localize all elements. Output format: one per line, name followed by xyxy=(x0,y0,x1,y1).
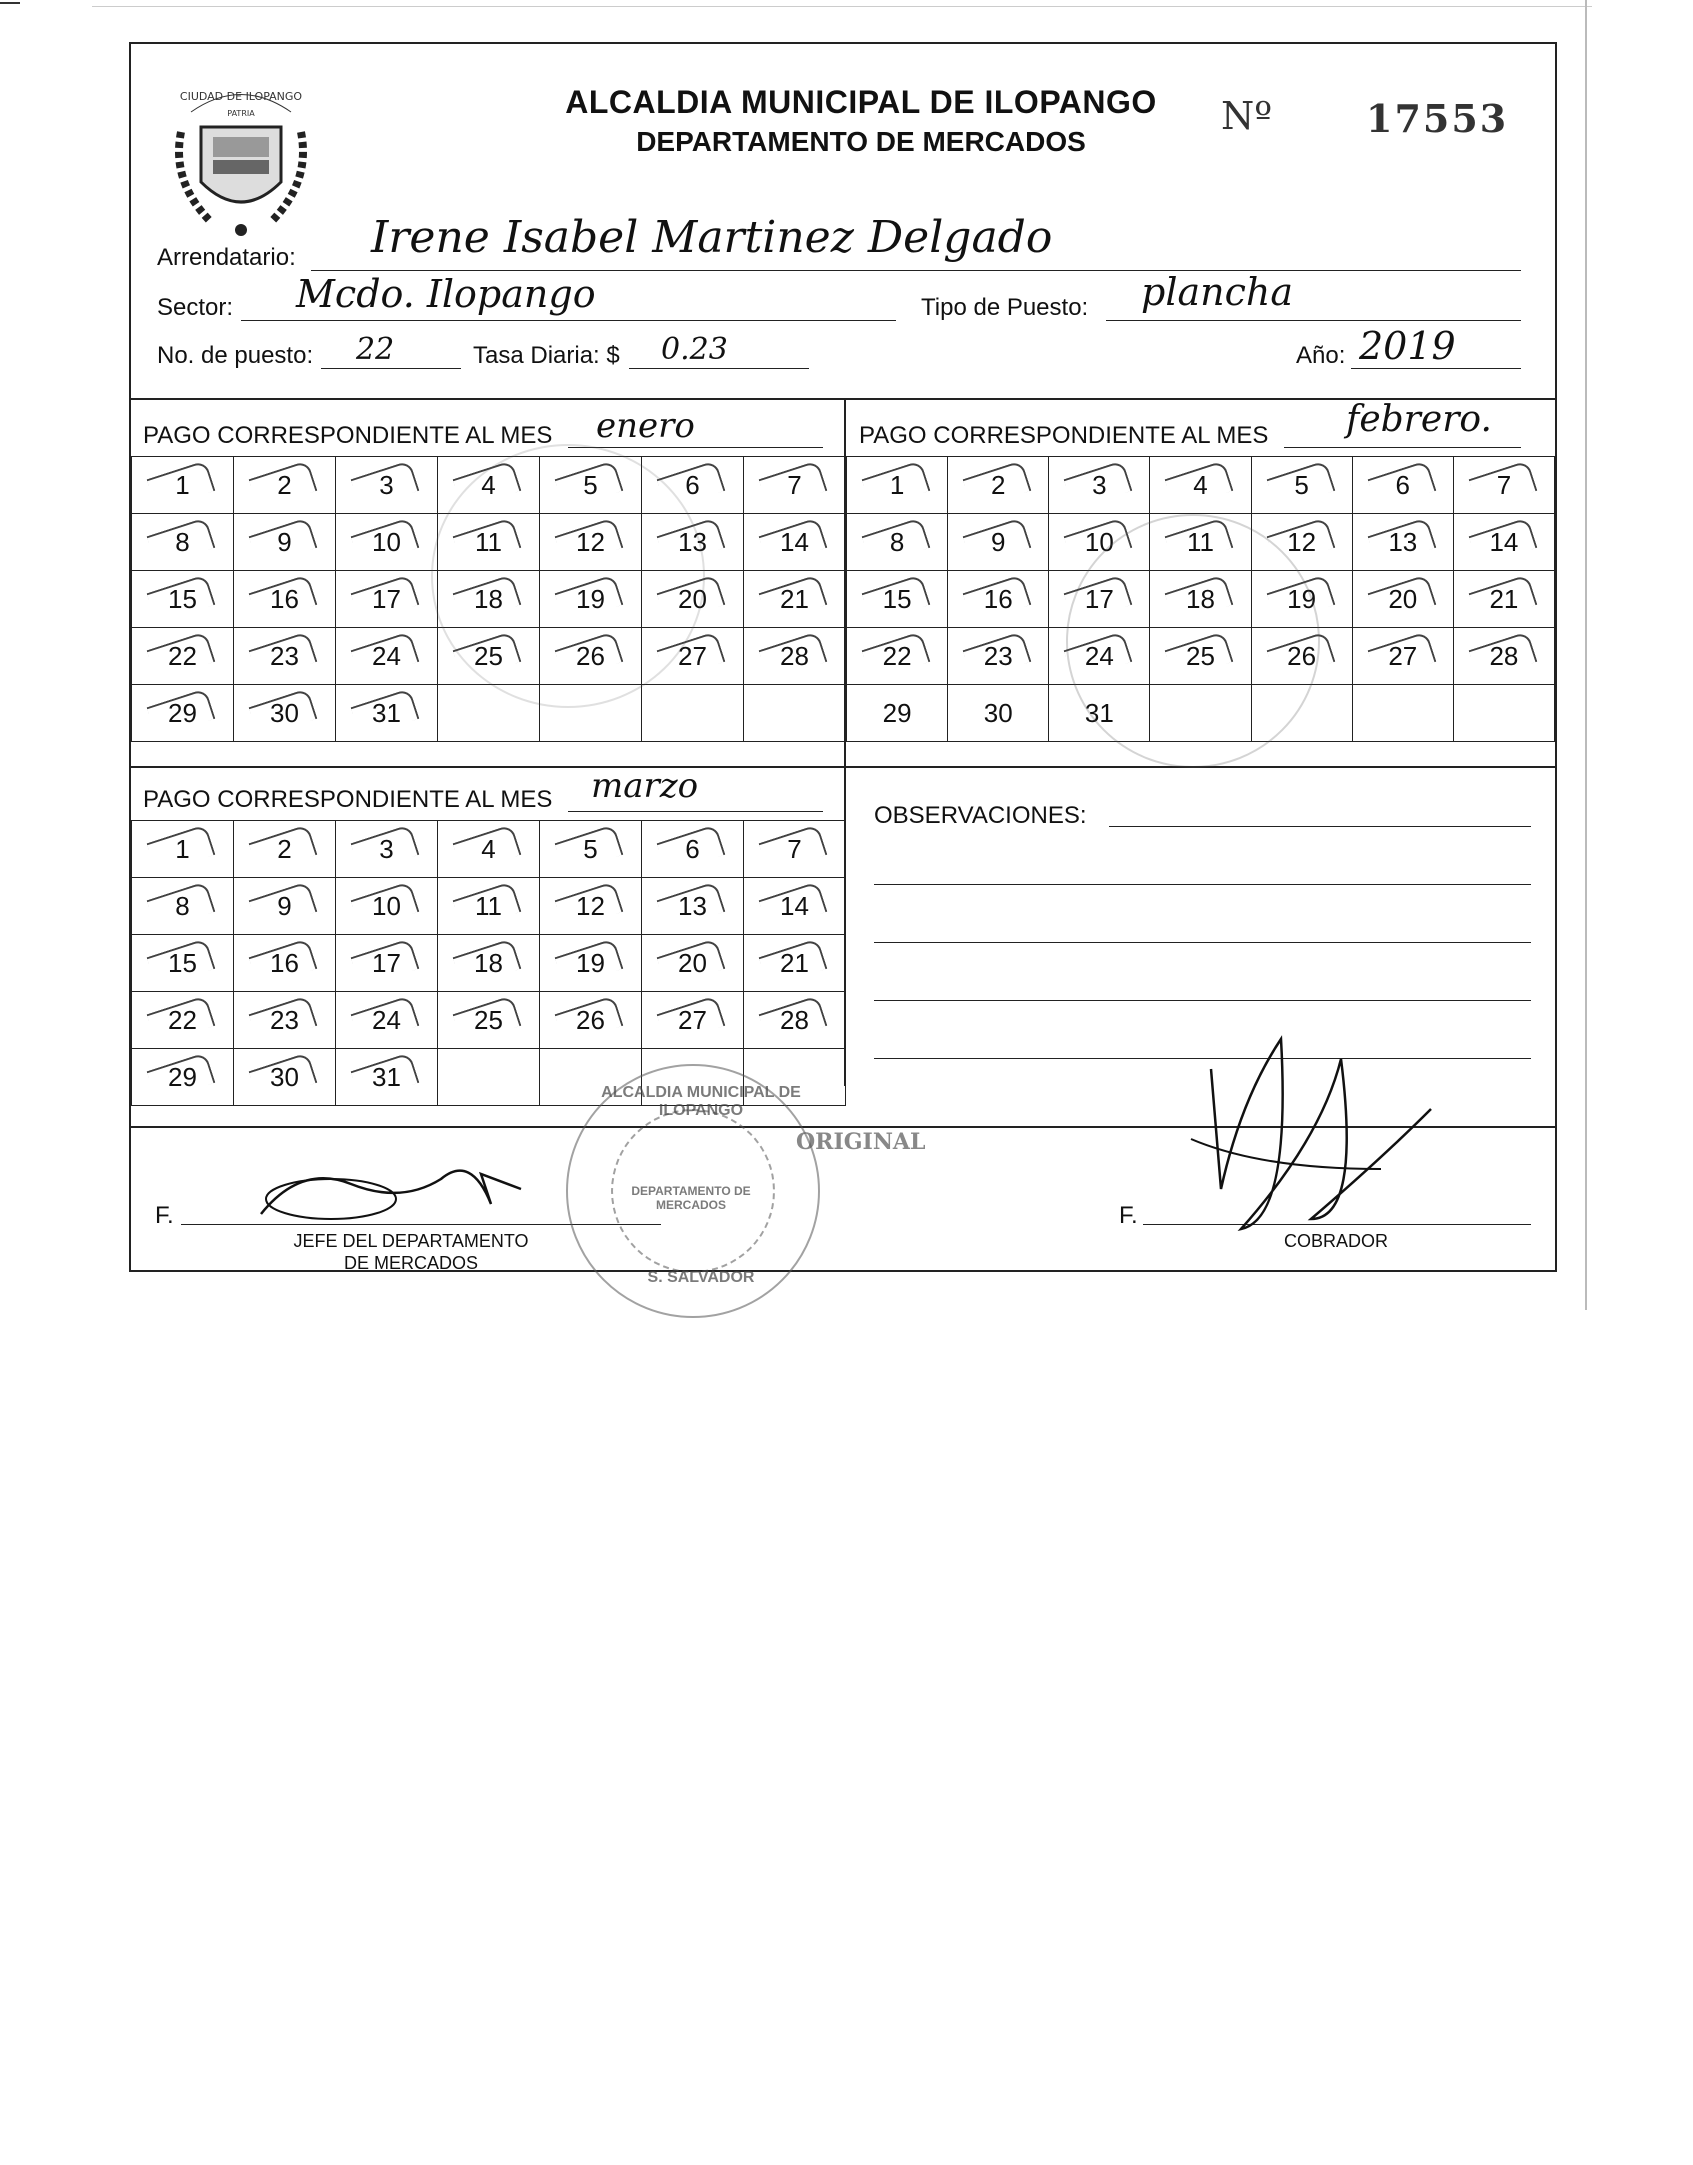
cobrador-f-label: F. xyxy=(1119,1202,1138,1229)
month1-label: PAGO CORRESPONDIENTE AL MES xyxy=(143,422,553,449)
arrendatario-label: Arrendatario: xyxy=(157,244,296,271)
sector-line xyxy=(241,320,896,321)
calendar-row xyxy=(132,821,846,878)
month2-label: PAGO CORRESPONDIENTE AL MES xyxy=(859,422,1269,449)
day-cell[interactable]: 15 xyxy=(132,571,234,628)
day-cell[interactable]: 31 xyxy=(1049,685,1150,742)
form-subtitle: DEPARTAMENTO DE MERCADOS xyxy=(636,126,1086,157)
day-cell[interactable]: 22 xyxy=(132,628,234,685)
jefe-caption-line2: DE MERCADOS xyxy=(343,1253,478,1273)
day-cell[interactable]: 27 xyxy=(642,628,744,685)
day-cell[interactable]: 31 xyxy=(336,1049,438,1106)
form-title: ALCALDIA MUNICIPAL DE ILOPANGO xyxy=(565,84,1157,120)
day-cell[interactable]: 25 xyxy=(438,628,540,685)
month3-calendar xyxy=(131,820,846,1106)
puesto-value[interactable]: 22 xyxy=(356,332,395,367)
day-cell[interactable]: 30 xyxy=(234,1049,336,1106)
day-cell[interactable]: 7 xyxy=(1453,457,1554,514)
day-cell[interactable]: 4 xyxy=(438,457,540,514)
day-cell[interactable]: 3 xyxy=(1049,457,1150,514)
day-cell[interactable]: 28 xyxy=(1453,628,1554,685)
day-cell[interactable]: 30 xyxy=(234,685,336,742)
day-cell-empty xyxy=(1453,685,1554,742)
day-cell[interactable]: 16 xyxy=(948,571,1049,628)
day-cell[interactable]: 1 xyxy=(132,821,234,878)
day-cell[interactable]: 12 xyxy=(540,878,642,935)
day-cell[interactable]: 19 xyxy=(540,571,642,628)
day-cell[interactable]: 2 xyxy=(948,457,1049,514)
day-cell[interactable]: 22 xyxy=(847,628,948,685)
seal-inner-text: DEPARTAMENTO DE MERCADOS xyxy=(631,1184,751,1212)
day-cell[interactable]: 2 xyxy=(234,457,336,514)
puesto-label: No. de puesto: xyxy=(157,342,314,369)
day-cell[interactable]: 6 xyxy=(642,457,744,514)
month3-label: PAGO CORRESPONDIENTE AL MES xyxy=(143,786,553,813)
day-cell[interactable]: 18 xyxy=(438,571,540,628)
faded-seal-stamp-1 xyxy=(431,444,705,708)
observaciones-label: OBSERVACIONES: xyxy=(874,802,1087,829)
seal-ring-text: ALCALDIA MUNICIPAL DE ILOPANGO xyxy=(601,1084,801,1119)
day-cell[interactable]: 8 xyxy=(132,878,234,935)
day-cell[interactable]: 24 xyxy=(336,992,438,1049)
calendar-row xyxy=(132,935,846,992)
day-cell[interactable]: 1 xyxy=(132,457,234,514)
day-cell[interactable]: 25 xyxy=(438,992,540,1049)
observaciones-line-2[interactable] xyxy=(874,884,1531,885)
day-cell[interactable]: 28 xyxy=(744,992,846,1049)
day-cell[interactable]: 5 xyxy=(540,457,642,514)
tasa-line xyxy=(629,368,809,369)
sector-label: Sector: xyxy=(157,294,234,321)
day-cell[interactable]: 29 xyxy=(132,1049,234,1106)
calendar-row xyxy=(132,878,846,935)
day-cell[interactable]: 9 xyxy=(234,514,336,571)
month1-value[interactable]: enero xyxy=(596,406,695,446)
day-cell[interactable]: 17 xyxy=(336,571,438,628)
day-cell[interactable]: 1 xyxy=(847,457,948,514)
day-cell[interactable]: 13 xyxy=(642,878,744,935)
day-cell[interactable]: 18 xyxy=(438,935,540,992)
calendar-row xyxy=(847,457,1555,514)
day-cell[interactable]: 10 xyxy=(336,514,438,571)
day-cell[interactable]: 2 xyxy=(234,821,336,878)
svg-text:PATRIA: PATRIA xyxy=(227,109,255,118)
tipo-puesto-line xyxy=(1106,320,1521,321)
day-cell[interactable]: 29 xyxy=(847,685,948,742)
day-cell[interactable]: 6 xyxy=(642,821,744,878)
day-cell[interactable]: 4 xyxy=(1150,457,1251,514)
day-cell[interactable]: 14 xyxy=(1453,514,1554,571)
day-cell[interactable]: 8 xyxy=(132,514,234,571)
anio-line xyxy=(1351,368,1521,369)
day-cell[interactable]: 23 xyxy=(234,992,336,1049)
observaciones-line-1[interactable] xyxy=(1109,826,1531,827)
day-cell[interactable]: 13 xyxy=(1352,514,1453,571)
day-cell[interactable]: 24 xyxy=(336,628,438,685)
calendar-row xyxy=(132,685,846,742)
day-cell[interactable]: 24 xyxy=(1049,628,1150,685)
month2-line xyxy=(1284,447,1521,448)
day-cell-empty xyxy=(744,685,846,742)
cobrador-caption: COBRADOR xyxy=(1283,1231,1388,1251)
anio-value[interactable]: 2019 xyxy=(1359,324,1456,368)
day-cell-empty xyxy=(642,685,744,742)
page-edge-top xyxy=(92,6,1592,7)
day-cell[interactable]: 19 xyxy=(1251,571,1352,628)
day-cell[interactable]: 22 xyxy=(132,992,234,1049)
day-cell[interactable]: 16 xyxy=(234,571,336,628)
page-edge-mark xyxy=(0,2,20,4)
tasa-value[interactable]: 0.23 xyxy=(661,332,728,367)
day-cell[interactable]: 3 xyxy=(336,457,438,514)
day-cell[interactable]: 10 xyxy=(336,878,438,935)
day-cell[interactable]: 5 xyxy=(540,821,642,878)
day-cell[interactable]: 17 xyxy=(1049,571,1150,628)
day-cell[interactable]: 21 xyxy=(744,935,846,992)
jefe-caption-line1: JEFE DEL DEPARTAMENTO xyxy=(293,1231,529,1251)
day-cell[interactable]: 17 xyxy=(336,935,438,992)
day-cell[interactable]: 12 xyxy=(540,514,642,571)
day-cell[interactable]: 7 xyxy=(744,821,846,878)
day-cell[interactable]: 11 xyxy=(438,878,540,935)
svg-text:CIUDAD DE ILOPANGO: CIUDAD DE ILOPANGO xyxy=(179,90,303,103)
tipo-puesto-label: Tipo de Puesto: xyxy=(921,294,1089,321)
month2-value[interactable]: febrero. xyxy=(1346,399,1492,440)
page-edge-right xyxy=(1585,0,1587,1310)
day-cell[interactable]: 6 xyxy=(1352,457,1453,514)
day-cell[interactable]: 29 xyxy=(132,685,234,742)
day-cell[interactable]: 10 xyxy=(1049,514,1150,571)
original-mark: ORIGINAL xyxy=(796,1129,926,1155)
day-cell[interactable]: 20 xyxy=(642,935,744,992)
day-cell[interactable]: 5 xyxy=(1251,457,1352,514)
tipo-puesto-value[interactable]: plancha xyxy=(1141,270,1294,314)
day-cell[interactable]: 16 xyxy=(234,935,336,992)
municipal-crest-icon xyxy=(171,72,311,242)
day-cell[interactable]: 11 xyxy=(438,514,540,571)
arrendatario-line xyxy=(311,270,1521,271)
day-cell[interactable]: 31 xyxy=(336,685,438,742)
arrendatario-value[interactable]: Irene Isabel Martinez Delgado xyxy=(371,212,1053,263)
day-cell[interactable]: 27 xyxy=(1352,628,1453,685)
day-cell[interactable]: 7 xyxy=(744,457,846,514)
day-cell[interactable]: 4 xyxy=(438,821,540,878)
day-cell-empty xyxy=(1352,685,1453,742)
day-cell[interactable]: 13 xyxy=(642,514,744,571)
day-cell[interactable]: 19 xyxy=(540,935,642,992)
day-cell[interactable]: 15 xyxy=(132,935,234,992)
day-cell[interactable]: 15 xyxy=(847,571,948,628)
puesto-line xyxy=(321,368,461,369)
day-cell[interactable]: 14 xyxy=(744,514,846,571)
day-cell[interactable]: 8 xyxy=(847,514,948,571)
form-number: 17553 xyxy=(1366,96,1509,141)
day-cell[interactable]: 14 xyxy=(744,878,846,935)
jefe-signature-icon xyxy=(241,1144,561,1234)
day-cell[interactable]: 23 xyxy=(234,628,336,685)
day-cell[interactable]: 23 xyxy=(948,628,1049,685)
tasa-label: Tasa Diaria: $ xyxy=(473,342,620,369)
day-cell[interactable]: 30 xyxy=(948,685,1049,742)
observaciones-line-3[interactable] xyxy=(874,942,1531,943)
calendar-row xyxy=(132,992,846,1049)
day-cell[interactable]: 21 xyxy=(744,571,846,628)
day-cell[interactable]: 9 xyxy=(948,514,1049,571)
faded-seal-stamp-2 xyxy=(1066,514,1320,768)
cobrador-signature-icon xyxy=(1181,1019,1441,1249)
divider-top xyxy=(131,398,1555,400)
day-cell[interactable]: 28 xyxy=(744,628,846,685)
day-cell[interactable]: 27 xyxy=(642,992,744,1049)
day-cell[interactable]: 21 xyxy=(1453,571,1554,628)
day-cell[interactable]: 20 xyxy=(642,571,744,628)
day-cell[interactable]: 11 xyxy=(1150,514,1251,571)
day-cell[interactable]: 18 xyxy=(1150,571,1251,628)
divider-middle xyxy=(131,766,1555,768)
month3-line xyxy=(568,811,823,812)
day-cell[interactable]: 26 xyxy=(540,992,642,1049)
day-cell[interactable]: 12 xyxy=(1251,514,1352,571)
observaciones-line-4[interactable] xyxy=(874,1000,1531,1001)
month3-value[interactable]: marzo xyxy=(591,766,699,806)
jefe-f-label: F. xyxy=(155,1202,174,1229)
day-cell[interactable]: 3 xyxy=(336,821,438,878)
day-cell[interactable]: 26 xyxy=(1251,628,1352,685)
seal-bottom-text: S. SALVADOR xyxy=(647,1269,755,1286)
anio-label: Año: xyxy=(1296,342,1346,369)
day-cell[interactable]: 9 xyxy=(234,878,336,935)
payment-form xyxy=(129,42,1557,1286)
jefe-caption xyxy=(211,1230,611,1274)
day-cell[interactable]: 25 xyxy=(1150,628,1251,685)
month1-line xyxy=(568,447,823,448)
sector-value[interactable]: Mcdo. Ilopango xyxy=(296,272,596,316)
day-cell[interactable]: 20 xyxy=(1352,571,1453,628)
number-label: Nº xyxy=(1221,94,1273,138)
day-cell-empty xyxy=(438,1049,540,1106)
day-cell[interactable]: 26 xyxy=(540,628,642,685)
